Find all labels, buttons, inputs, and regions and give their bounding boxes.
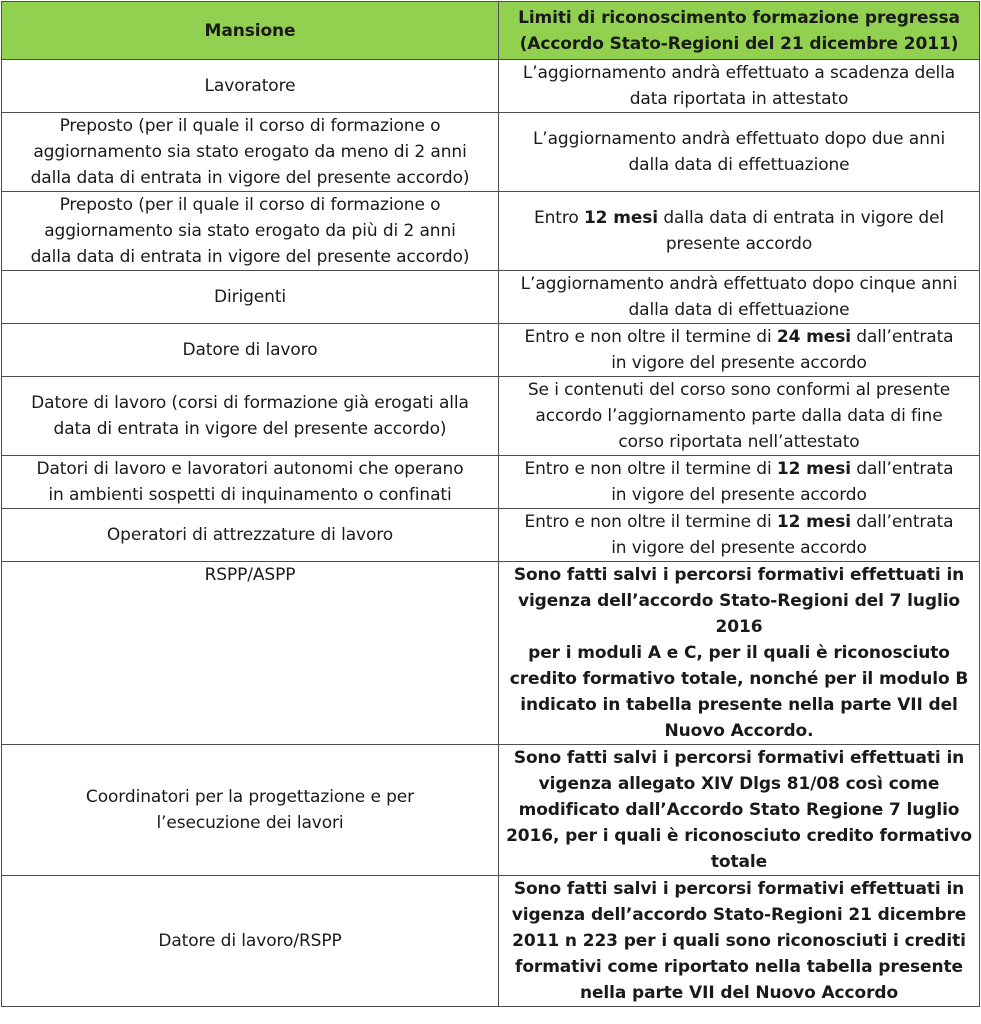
mansione-cell <box>2 192 499 271</box>
limiti-text: L’aggiornamento andrà effettuato dopo due anni <box>532 129 946 149</box>
mansione-cell <box>2 745 499 876</box>
limiti-text: in vigore del presente accordo <box>611 353 867 373</box>
table-row <box>2 745 980 876</box>
table-row <box>2 60 980 113</box>
mansione-text: dalla data di entrata in vigore del presente accordo) <box>30 247 470 267</box>
limiti-cell <box>499 876 980 1007</box>
limiti-text: modificato dall’Accordo Stato Regione 7 luglio <box>518 800 960 820</box>
limiti-text: Nuovo Accordo. <box>664 721 814 741</box>
limiti-text: dalla data di effettuazione <box>628 300 850 320</box>
mansione-text: Datore di lavoro <box>182 340 318 360</box>
mansione-text: Lavoratore <box>204 76 296 96</box>
header-limiti-line1: Limiti di riconoscimento formazione pregressa <box>518 7 960 28</box>
mansione-text: RSPP/ASPP <box>204 565 296 585</box>
limiti-text: data riportata in attestato <box>629 89 849 109</box>
limiti-text: vigenza allegato XIV Dlgs 81/08 così come <box>538 774 940 794</box>
limiti-text: accordo l’aggiornamento parte dalla data di fine <box>535 406 943 426</box>
mansione-text: aggiornamento sia stato erogato da meno di 2 anni <box>33 142 467 162</box>
limiti-cell <box>499 324 980 377</box>
limiti-text: corso riportata nell’attestato <box>618 432 860 452</box>
limiti-cell <box>499 562 980 745</box>
limiti-text: nella parte VII del Nuovo Accordo <box>579 983 899 1003</box>
header-row <box>2 2 980 60</box>
header-limiti-line2: (Accordo Stato-Regioni del 21 dicembre 2011) <box>519 33 959 54</box>
table-row <box>2 271 980 324</box>
table-row <box>2 324 980 377</box>
limiti-text: 2011 n 223 per i quali sono riconosciuti i crediti <box>512 931 966 951</box>
table-body <box>2 60 980 1007</box>
limiti-text: presente accordo <box>665 234 813 254</box>
mansione-text: Datori di lavoro e lavoratori autonomi che operano <box>36 459 464 479</box>
mansione-cell <box>2 876 499 1007</box>
mansione-text: aggiornamento sia stato erogato da più di 2 anni <box>44 221 456 241</box>
limiti-text: Sono fatti salvi i percorsi formativi effettuati in <box>513 565 965 585</box>
mansione-text: Dirigenti <box>213 287 287 307</box>
mansione-cell <box>2 324 499 377</box>
mansione-text: l’esecuzione dei lavori <box>156 813 344 833</box>
limiti-text: dalla data di effettuazione <box>628 155 850 175</box>
mansione-cell <box>2 509 499 562</box>
formazione-table <box>1 1 980 1007</box>
limiti-text: vigenza dell’accordo Stato-Regioni del 7 luglio 2016 <box>517 591 961 637</box>
limiti-text: totale <box>710 852 768 872</box>
mansione-text: dalla data di entrata in vigore del presente accordo) <box>30 168 470 188</box>
mansione-text: Preposto (per il quale il corso di formazione o <box>59 116 441 136</box>
mansione-cell <box>2 456 499 509</box>
limiti-text: Sono fatti salvi i percorsi formativi effettuati in <box>513 879 965 899</box>
limiti-text: formativi come riportato nella tabella presente <box>515 957 963 977</box>
limiti-text: in vigore del presente accordo <box>611 538 867 558</box>
limiti-text: dall’entrata <box>850 512 954 532</box>
limiti-cell <box>499 192 980 271</box>
limiti-text: 2016, per i quali è riconosciuto credito formativo <box>506 826 972 846</box>
limiti-cell <box>499 60 980 113</box>
limiti-cell <box>499 509 980 562</box>
mansione-text: Coordinatori per la progettazione e per <box>85 787 415 807</box>
header-mansione <box>2 2 499 60</box>
limiti-text: Sono fatti salvi i percorsi formativi effettuati in <box>513 748 965 768</box>
limiti-text: credito formativo totale, nonché per il modulo B <box>509 669 969 689</box>
limiti-cell <box>499 113 980 192</box>
mansione-text: Datore di lavoro (corsi di formazione già erogati alla <box>31 393 469 413</box>
limiti-cell <box>499 745 980 876</box>
table-row <box>2 562 980 745</box>
mansione-cell <box>2 60 499 113</box>
limiti-text: per i moduli A e C, per il quali è riconosciuto <box>528 643 950 663</box>
mansione-cell <box>2 377 499 456</box>
limiti-text: Entro e non oltre il termine di <box>524 459 777 479</box>
limiti-text: dalla data di entrata in vigore del <box>658 208 945 228</box>
limiti-emphasis: 24 mesi <box>776 327 851 347</box>
mansione-text: Datore di lavoro/RSPP <box>158 931 342 951</box>
limiti-cell <box>499 456 980 509</box>
limiti-text: indicato in tabella presente nella parte VII del <box>520 695 958 715</box>
limiti-cell <box>499 377 980 456</box>
limiti-text: dall’entrata <box>850 459 954 479</box>
mansione-text: in ambienti sospetti di inquinamento o confinati <box>48 485 452 505</box>
limiti-text: Entro <box>533 208 584 228</box>
limiti-cell <box>499 271 980 324</box>
table-row <box>2 192 980 271</box>
table-row <box>2 509 980 562</box>
limiti-text: Se i contenuti del corso sono conformi al presente <box>527 380 951 400</box>
table-row <box>2 876 980 1007</box>
mansione-cell <box>2 562 499 745</box>
limiti-emphasis: 12 mesi <box>776 459 851 479</box>
header-limiti <box>499 2 980 60</box>
limiti-text: Entro e non oltre il termine di <box>524 327 777 347</box>
mansione-cell <box>2 271 499 324</box>
limiti-emphasis: 12 mesi <box>776 512 851 532</box>
table-row <box>2 377 980 456</box>
limiti-text: L’aggiornamento andrà effettuato a scadenza della <box>522 63 956 83</box>
limiti-text: vigenza dell’accordo Stato-Regioni 21 dicembre <box>511 905 967 925</box>
mansione-text: Operatori di attrezzature di lavoro <box>106 525 394 545</box>
table-row <box>2 113 980 192</box>
mansione-cell <box>2 113 499 192</box>
limiti-text: L’aggiornamento andrà effettuato dopo cinque anni <box>520 274 958 294</box>
header-mansione-label: Mansione <box>204 20 296 41</box>
limiti-text: in vigore del presente accordo <box>611 485 867 505</box>
limiti-text: Entro e non oltre il termine di <box>524 512 777 532</box>
table-row <box>2 456 980 509</box>
limiti-text: dall’entrata <box>850 327 954 347</box>
limiti-emphasis: 12 mesi <box>583 208 659 228</box>
mansione-text: Preposto (per il quale il corso di formazione o <box>59 195 441 215</box>
mansione-text: data di entrata in vigore del presente accordo) <box>53 419 447 439</box>
